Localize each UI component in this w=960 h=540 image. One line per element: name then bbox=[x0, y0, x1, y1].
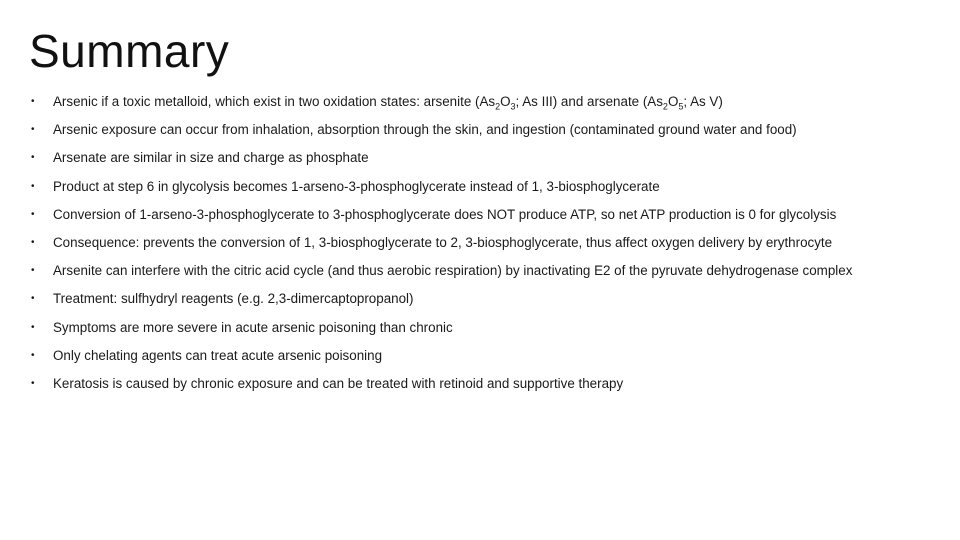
bullet-dot: • bbox=[31, 377, 35, 389]
bullet-dot: • bbox=[31, 236, 35, 248]
bullet-text: Conversion of 1-arseno-3-phosphoglycerate to 3-phosphoglycerate does NOT produce ATP, so net ATP production is 0 for glycolysis bbox=[53, 206, 837, 222]
bullet-item bbox=[28, 93, 938, 112]
slide-title: Summary bbox=[29, 25, 230, 77]
bullet-text-part: Arsenic if a toxic metalloid, which exist in two oxidation states: arsenite (As bbox=[53, 94, 496, 109]
bullet-item bbox=[28, 347, 938, 366]
bullet-item bbox=[28, 149, 938, 168]
bullet-text-part: O bbox=[500, 94, 511, 109]
bullet-text: Consequence: prevents the conversion of 1, 3-biosphoglycerate to 2, 3-biosphoglycerate, thus affect oxygen delivery by erythrocyte bbox=[53, 234, 833, 250]
subscript: 5 bbox=[678, 101, 684, 112]
bullet-dot: • bbox=[31, 180, 35, 192]
bullet-dot: • bbox=[31, 349, 35, 361]
bullet-item bbox=[28, 319, 938, 338]
bullet-text: Arsenite can interfere with the citric acid cycle (and thus aerobic respiration) by inactivating E2 of the pyruvate dehydrogenase complex bbox=[53, 263, 853, 279]
subscript: 2 bbox=[662, 101, 668, 112]
subscript: 3 bbox=[510, 101, 516, 112]
bullet-item bbox=[28, 178, 938, 197]
bullet-text: Symptoms are more severe in acute arsenic poisoning than chronic bbox=[53, 319, 453, 335]
bullet-text: Arsenate are similar in size and charge as phosphate bbox=[53, 150, 369, 166]
bullet-text-part: O bbox=[667, 94, 679, 109]
bullet-text: Treatment: sulfhydryl reagents (e.g. 2,3-dimercaptopropanol) bbox=[53, 291, 414, 307]
bullet-dot: • bbox=[31, 152, 35, 164]
bullet-item bbox=[28, 121, 938, 140]
bullet-dot: • bbox=[31, 208, 35, 220]
bullet-dot: • bbox=[31, 265, 35, 277]
bullet-text: Keratosis is caused by chronic exposure and can be treated with retinoid and supportive therapy bbox=[53, 375, 624, 391]
bullet-dot: • bbox=[31, 124, 35, 136]
bullet-item bbox=[28, 262, 938, 281]
bullet-item bbox=[28, 290, 938, 309]
bullet-item bbox=[28, 234, 938, 253]
bullet-dot: • bbox=[31, 321, 35, 333]
bullet-dot: • bbox=[31, 293, 35, 305]
bullet-text: Only chelating agents can treat acute arsenic poisoning bbox=[53, 347, 383, 363]
bullet-text: Arsenic exposure can occur from inhalation, absorption through the skin, and ingestion (contaminated ground water and food) bbox=[53, 122, 797, 138]
subscript: 2 bbox=[495, 101, 501, 112]
bullet-text: Product at step 6 in glycolysis becomes 1-arseno-3-phosphoglycerate instead of 1, 3-biosphoglycerate bbox=[53, 178, 660, 194]
bullet-text-part: ; As V) bbox=[683, 94, 723, 109]
bullet-dot: • bbox=[31, 96, 35, 107]
bullet-item bbox=[28, 206, 938, 225]
bullet-text-part: ; As III) and arsenate (As bbox=[515, 94, 663, 109]
bullet-list bbox=[28, 93, 938, 403]
bullet-item bbox=[28, 375, 938, 394]
